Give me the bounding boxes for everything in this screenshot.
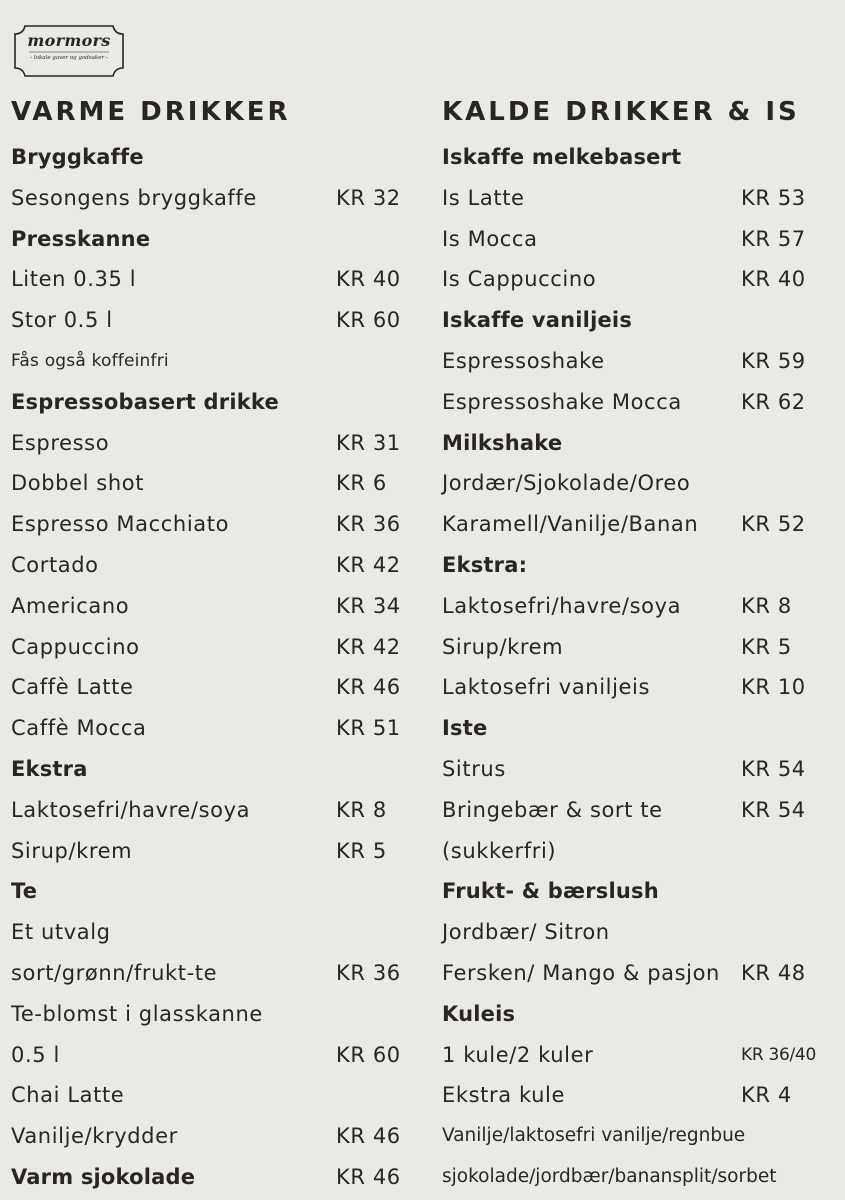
menu-item-name: Chai Latte	[11, 1083, 125, 1108]
menu-item-price: KR 6	[336, 471, 387, 496]
menu-item-price: KR 51	[336, 716, 401, 741]
menu-item-name: Vanilje/krydder	[11, 1124, 178, 1149]
menu-item-name: Iste	[442, 716, 488, 741]
menu-item-price: KR 46	[336, 1124, 401, 1149]
menu-item-price: KR 62	[741, 389, 806, 414]
menu-item-name: Iskaffe vaniljeis	[442, 308, 633, 333]
menu-item-price: KR 60	[336, 308, 401, 333]
menu-item-name: Varm sjokolade	[11, 1165, 196, 1189]
menu-item-name: Stor 0.5 l	[11, 308, 113, 333]
menu-item-name: sjokolade/jordbær/banansplit/sorbet	[442, 1166, 777, 1187]
menu-item-price: KR 46	[336, 675, 401, 700]
menu-item-price: KR 36	[336, 512, 401, 537]
logo-name: mormors	[27, 31, 111, 50]
menu-item-name: Liten 0.35 l	[11, 267, 137, 292]
menu-item-price: KR 8	[336, 797, 387, 822]
menu-item-price: KR 59	[741, 349, 806, 373]
menu-item-price: KR 10	[741, 675, 806, 700]
menu-item-price: KR 36/40	[741, 1044, 816, 1065]
menu-item-price: KR 36	[336, 961, 401, 985]
menu-item-price: KR 42	[336, 553, 401, 577]
menu-item-price: KR 31	[336, 430, 401, 455]
menu-item-name: Americano	[11, 593, 130, 618]
menu-item-name: Caffè Mocca	[11, 716, 147, 741]
menu-item-name: Kuleis	[442, 1001, 516, 1026]
menu-item-name: Bringebær & sort te	[442, 797, 663, 822]
menu-item-name: Te	[11, 879, 38, 904]
menu-item-name: Laktosefri/havre/soya	[11, 797, 251, 822]
menu-item-price: KR 53	[741, 185, 806, 210]
menu-item-name: Karamell/Vanilje/Banan	[442, 512, 699, 537]
menu-item-name: Sirup/krem	[442, 634, 564, 659]
menu-item-name: Jordær/Sjokolade/Oreo	[442, 471, 691, 496]
menu-item-name: Ekstra kule	[442, 1083, 565, 1108]
menu-item-price: KR 60	[336, 1042, 401, 1067]
menu-item-name: Vanilje/laktosefri vanilje/regnbue	[442, 1125, 746, 1147]
menu-item-price: KR 46	[336, 1165, 401, 1189]
menu-item-price: KR 4	[741, 1083, 792, 1108]
logo-tagline: - lokale gaver og godsaker -	[30, 55, 108, 61]
menu-item-name: Jordbær/ Sitron	[442, 920, 610, 945]
menu-item-price: KR 57	[741, 226, 806, 251]
menu-item-price: KR 40	[336, 267, 401, 292]
menu-item-name: Cortado	[11, 553, 99, 577]
menu-item-name: Laktosefri/havre/soya	[442, 593, 682, 618]
menu-item-name: Sesongens bryggkaffe	[11, 185, 257, 210]
menu-item-name: Fås også koffeinfri	[11, 351, 169, 371]
menu-item-name: Sitrus	[442, 757, 506, 781]
menu-item-name: Fersken/ Mango & pasjon	[442, 961, 720, 985]
menu-item-price: KR 48	[741, 961, 806, 985]
menu-item-price: KR 5	[336, 838, 387, 863]
cold-drinks-heading: KALDE DRIKKER & IS	[442, 97, 800, 127]
menu-item-name: Ekstra:	[442, 553, 528, 577]
menu-item-name: Te-blomst i glasskanne	[11, 1001, 263, 1026]
menu-item-price: KR 32	[336, 185, 401, 210]
menu-item-name: Is Cappuccino	[442, 267, 597, 292]
menu-item-price: KR 40	[741, 267, 806, 292]
menu-item-name: Bryggkaffe	[11, 145, 144, 169]
menu-item-price: KR 54	[741, 757, 806, 781]
menu-item-name: (sukkerfri)	[442, 838, 557, 863]
menu-item-name: Milkshake	[442, 430, 563, 455]
menu-item-name: Frukt- & bærslush	[442, 879, 659, 904]
menu-item-price: KR 54	[741, 797, 806, 822]
menu-item-name: Ekstra	[11, 757, 88, 781]
logo	[11, 22, 127, 80]
menu-item-name: Espressoshake Mocca	[442, 389, 682, 414]
menu-item-name: Espressoshake	[442, 349, 605, 373]
menu-item-price: KR 5	[741, 634, 792, 659]
menu-item-name: Dobbel shot	[11, 471, 145, 496]
menu-item-name: Is Latte	[442, 185, 525, 210]
menu-item-name: Espresso	[11, 430, 110, 455]
menu-item-name: Espressobasert drikke	[11, 389, 279, 414]
menu-item-name: Cappuccino	[11, 634, 140, 659]
menu-item-price: KR 42	[336, 634, 401, 659]
menu-item-name: Sirup/krem	[11, 838, 133, 863]
menu-item-name: Et utvalg	[11, 920, 111, 945]
menu-item-name: Espresso Macchiato	[11, 512, 230, 537]
menu-item-name: Presskanne	[11, 226, 151, 251]
menu-item-name: Laktosefri vaniljeis	[442, 675, 651, 700]
menu-item-price: KR 52	[741, 512, 806, 537]
menu-item-price: KR 34	[336, 593, 401, 618]
menu-item-name: Caffè Latte	[11, 675, 134, 700]
menu-item-name: 1 kule/2 kuler	[442, 1042, 594, 1067]
hot-drinks-heading: VARME DRIKKER	[11, 97, 291, 127]
menu-item-price: KR 8	[741, 593, 792, 618]
menu-item-name: 0.5 l	[11, 1042, 60, 1067]
menu-item-name: sort/grønn/frukt-te	[11, 961, 218, 985]
menu-item-name: Is Mocca	[442, 226, 538, 251]
menu-item-name: Iskaffe melkebasert	[442, 145, 682, 169]
